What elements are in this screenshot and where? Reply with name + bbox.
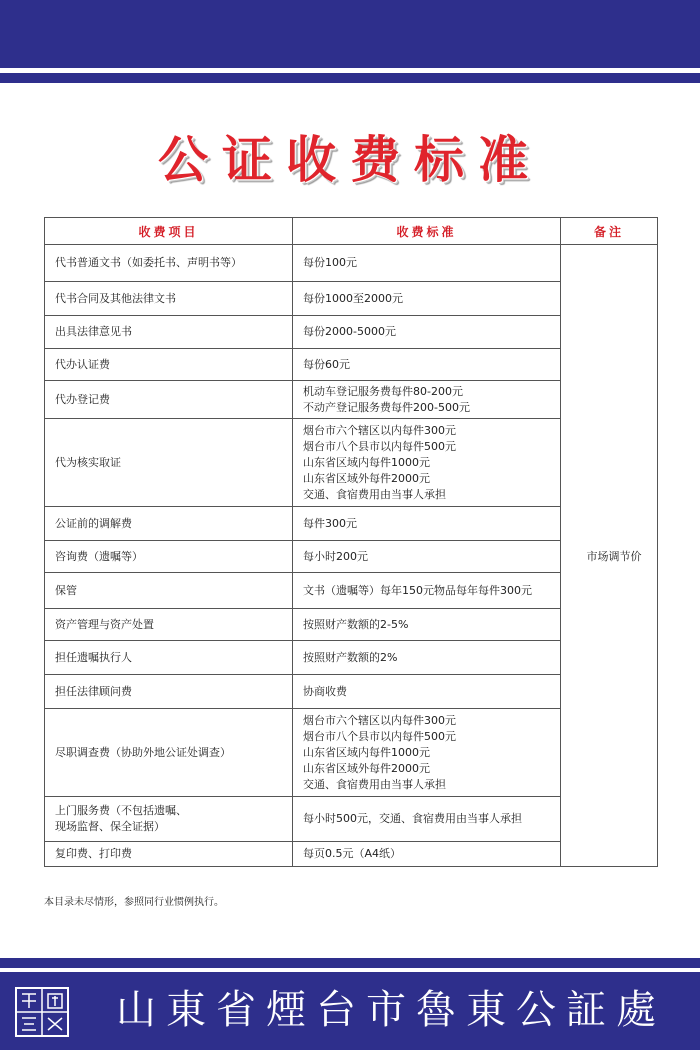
notary-seal-logo bbox=[14, 984, 74, 1040]
fee-item-cell bbox=[45, 419, 293, 507]
fee-standard-text: 每份1000至2000元 bbox=[303, 291, 403, 305]
fee-standard-text: 交通、食宿费用由当事人承担 bbox=[303, 777, 446, 791]
fee-standard-text: 每页0.5元（A4纸） bbox=[303, 847, 402, 860]
fee-standard-cell bbox=[293, 507, 561, 541]
fee-item-cell bbox=[45, 842, 293, 867]
fee-standard-text: 山东省区域内每件1000元 bbox=[303, 745, 430, 759]
fee-standard-text: 不动产登记服务费每件200-500元 bbox=[303, 400, 470, 414]
fee-item-cell bbox=[45, 609, 293, 641]
fee-standard-cell bbox=[293, 797, 561, 842]
bottom-stripe bbox=[0, 958, 700, 968]
fee-item-text: 担任法律顾问费 bbox=[55, 684, 132, 698]
table-header-row bbox=[45, 218, 658, 245]
fee-standard-text: 烟台市六个辖区以内每件300元 bbox=[303, 713, 456, 727]
top-banner bbox=[0, 0, 700, 68]
fee-item-text: 担任遗嘱执行人 bbox=[55, 650, 132, 664]
table-body bbox=[45, 245, 658, 867]
fee-standard-text: 每小时500元，交通、食宿费用由当事人承担 bbox=[303, 812, 522, 825]
fee-standard-cell bbox=[293, 245, 561, 282]
fee-standard-text: 文书（遗嘱等）每年150元物品每年每件300元 bbox=[303, 583, 532, 597]
fee-standard-text: 烟台市六个辖区以内每件300元 bbox=[303, 423, 456, 437]
header-standard: 收费标准 bbox=[293, 218, 561, 245]
remark-cell: 市场调节价 bbox=[561, 245, 658, 867]
fee-item-cell bbox=[45, 797, 293, 842]
fee-item-cell bbox=[45, 381, 293, 419]
fee-standard-text: 协商收费 bbox=[303, 684, 347, 698]
fee-standard-cell bbox=[293, 842, 561, 867]
fee-item-text: 复印费、打印费 bbox=[55, 847, 132, 860]
fee-item-cell bbox=[45, 245, 293, 282]
fee-standard-text: 按照财产数额的2% bbox=[303, 650, 398, 664]
fee-standard-text: 山东省区域内每件1000元 bbox=[303, 455, 430, 469]
fee-standard-cell bbox=[293, 282, 561, 316]
fee-standard-cell bbox=[293, 349, 561, 381]
fee-item-cell bbox=[45, 282, 293, 316]
header-remark: 备注 bbox=[561, 218, 658, 245]
fee-item-text: 尽职调查费（协助外地公证处调查） bbox=[55, 745, 231, 759]
fee-item-text: 代为核实取证 bbox=[55, 455, 121, 469]
office-name: 山東省煙台市魯東公証處 bbox=[116, 987, 666, 1033]
fee-item-text: 代办登记费 bbox=[55, 392, 110, 406]
fee-item-text: 咨询费（遗嘱等） bbox=[55, 549, 143, 563]
fee-standard-text: 山东省区域外每件2000元 bbox=[303, 761, 430, 775]
fee-item-text: 出具法律意见书 bbox=[55, 325, 132, 338]
footnote: 本目录未尽情形，参照同行业惯例执行。 bbox=[44, 897, 224, 908]
fee-item-cell bbox=[45, 541, 293, 573]
fee-standard-text: 每份2000-5000元 bbox=[303, 325, 396, 338]
fee-item-cell bbox=[45, 709, 293, 797]
fee-standard-text: 每份60元 bbox=[303, 357, 350, 371]
fee-standard-text: 交通、食宿费用由当事人承担 bbox=[303, 487, 446, 501]
fee-item-text: 代书普通文书（如委托书、声明书等） bbox=[55, 256, 242, 269]
fee-item-cell bbox=[45, 573, 293, 609]
fee-item-cell bbox=[45, 507, 293, 541]
fee-standard-cell bbox=[293, 541, 561, 573]
table-row bbox=[45, 245, 658, 282]
fee-standard-cell bbox=[293, 675, 561, 709]
fee-standard-text: 每份100元 bbox=[303, 256, 357, 269]
top-stripe bbox=[0, 73, 700, 83]
fee-standard-cell bbox=[293, 709, 561, 797]
fee-item-text: 公证前的调解费 bbox=[55, 516, 132, 530]
fee-item-text: 代办认证费 bbox=[55, 357, 110, 371]
fee-item-text: 现场监督、保全证据） bbox=[55, 820, 165, 833]
header-item: 收费项目 bbox=[45, 218, 293, 245]
fee-standard-cell bbox=[293, 641, 561, 675]
fee-item-text: 保管 bbox=[55, 583, 77, 597]
fee-standard-text: 烟台市八个县市以内每件500元 bbox=[303, 729, 456, 743]
fee-item-text: 代书合同及其他法律文书 bbox=[55, 291, 176, 305]
fee-item-text: 上门服务费（不包括遗嘱、 bbox=[55, 804, 187, 817]
fee-standard-cell bbox=[293, 609, 561, 641]
fee-table bbox=[44, 217, 658, 867]
fee-standard-text: 山东省区域外每件2000元 bbox=[303, 471, 430, 485]
fee-standard-text: 按照财产数额的2-5% bbox=[303, 617, 409, 631]
page-title: 公证收费标准 bbox=[158, 130, 542, 189]
fee-standard-cell bbox=[293, 381, 561, 419]
fee-standard-cell bbox=[293, 419, 561, 507]
fee-standard-text: 每件300元 bbox=[303, 516, 357, 530]
fee-item-cell bbox=[45, 349, 293, 381]
fee-item-cell bbox=[45, 641, 293, 675]
fee-standard-cell bbox=[293, 316, 561, 349]
fee-item-cell bbox=[45, 675, 293, 709]
fee-standard-text: 机动车登记服务费每件80-200元 bbox=[303, 384, 463, 398]
fee-item-text: 资产管理与资产处置 bbox=[55, 617, 154, 631]
fee-standard-text: 每小时200元 bbox=[303, 549, 368, 563]
fee-standard-text: 烟台市八个县市以内每件500元 bbox=[303, 439, 456, 453]
fee-standard-cell bbox=[293, 573, 561, 609]
seal-icon bbox=[14, 984, 74, 1040]
fee-item-cell bbox=[45, 316, 293, 349]
